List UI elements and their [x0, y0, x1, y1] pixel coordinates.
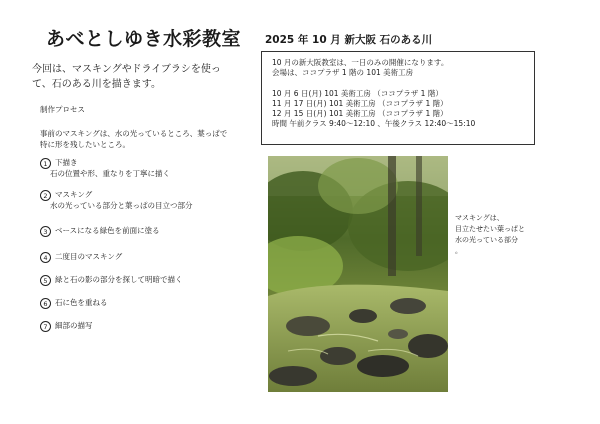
step-detail: 水の光っている部分と葉っぱの目立つ部分 — [50, 201, 193, 210]
step-number: 5 — [40, 275, 51, 286]
step-item — [40, 190, 193, 212]
step-item — [40, 275, 183, 286]
time-line: 時間 午前クラス 9:40〜12:10 、午後クラス 12:40〜15:10 — [272, 119, 476, 129]
caption-line: 目立たせたい葉っぱと — [455, 225, 525, 233]
session-date: 11 月 17 日(月) 101 美術工房 （ココプラザ 1 階） — [272, 98, 448, 108]
session-date: 10 月 6 日(月) 101 美術工房 （ココプラザ 1 階） — [272, 88, 443, 98]
step-item — [40, 158, 170, 180]
intro-line: 今回は、マスキングやドライブラシを使っ — [32, 64, 221, 75]
step-item — [40, 321, 93, 332]
page-subtitle: 2025 年 10 月 新大阪 石のある川 — [265, 34, 433, 46]
page-title: あべとしゆき水彩教室 — [46, 28, 242, 50]
photo-caption — [455, 213, 525, 257]
step-number: 6 — [40, 298, 51, 309]
caption-line: 。 — [455, 247, 462, 255]
step-label: 石に色を重ねる — [55, 298, 108, 307]
step-number: 3 — [40, 226, 51, 237]
step-item — [40, 252, 122, 263]
caption-line: 水の光っている部分 — [455, 236, 518, 244]
info-line: 10 月の新大阪教室は、一日のみの開催になります。 — [272, 58, 449, 67]
step-label: マスキング — [55, 190, 93, 199]
description-line: 特に形を残したいところ。 — [40, 140, 130, 149]
intro-text — [32, 62, 257, 92]
caption-line: マスキングは、 — [455, 214, 504, 222]
venue-line: 会場は、ココプラザ 1 階の 101 美術工房 — [272, 68, 414, 78]
step-number: 1 — [40, 158, 51, 169]
process-heading: 制作プロセス — [40, 105, 85, 114]
intro-line: て、石のある川を描きます。 — [32, 79, 161, 90]
process-description — [40, 128, 255, 150]
step-label: 下描き — [55, 158, 78, 167]
step-label: 細部の描写 — [55, 321, 93, 330]
session-date: 12 月 15 日(月) 101 美術工房 （ココプラザ 1 階） — [272, 109, 448, 119]
step-detail: 石の位置や形、重なりを丁寧に描く — [50, 169, 170, 178]
description-line: 事前のマスキングは、水の光っているところ、葉っぱで — [40, 129, 228, 138]
river-photo — [268, 156, 448, 392]
step-label: 緑と石の影の部分を探して明暗で描く — [55, 275, 183, 284]
step-label: 二度目のマスキング — [55, 252, 123, 261]
step-label: ベースになる緑色を前面に塗る — [55, 226, 160, 235]
step-number: 2 — [40, 190, 51, 201]
step-item — [40, 298, 108, 309]
schedule-box — [261, 51, 535, 145]
step-item — [40, 226, 160, 237]
step-number: 4 — [40, 252, 51, 263]
step-number: 7 — [40, 321, 51, 332]
